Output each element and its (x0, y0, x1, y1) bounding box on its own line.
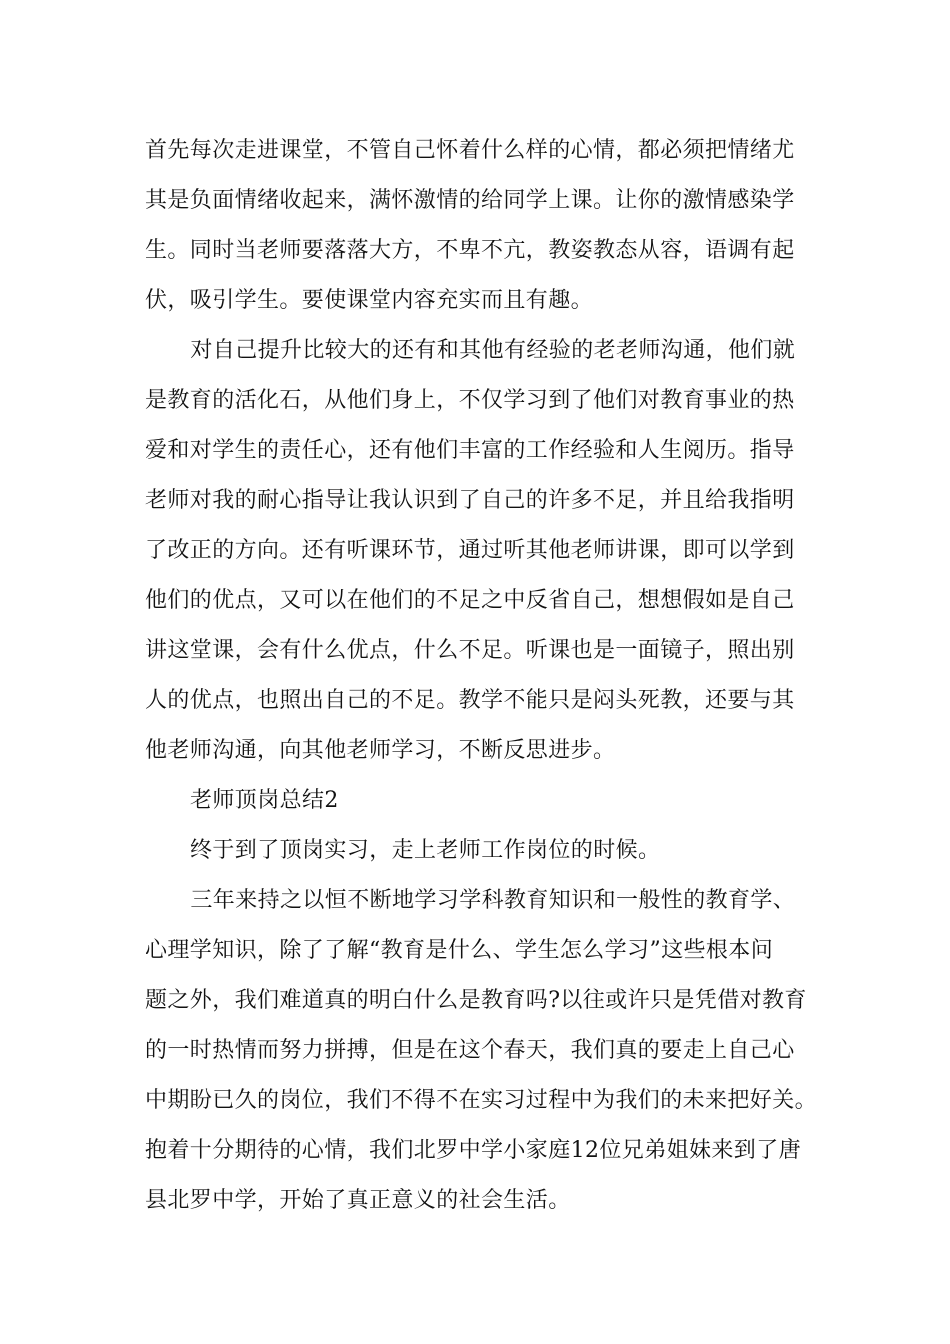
paragraph-line: 终于到了顶岗实习，走上老师工作岗位的时候。 (190, 838, 661, 863)
paragraph-line: 其是负面情绪收起来，满怀激情的给同学上课。让你的激情感染学 (145, 188, 795, 213)
paragraph-line: 老师对我的耐心指导让我认识到了自己的许多不足，并且给我指明 (145, 488, 795, 513)
paragraph-line: 讲这堂课，会有什么优点，什么不足。听课也是一面镜子，照出别 (145, 638, 795, 663)
paragraph-line: 是教育的活化石，从他们身上，不仅学习到了他们对教育事业的热 (145, 388, 795, 413)
paragraph-line: 三年来持之以恒不断地学习学科教育知识和一般性的教育学、 (168, 888, 796, 913)
paragraph-line: 人的优点，也照出自己的不足。教学不能只是闷头死教，还要与其 (145, 688, 795, 713)
paragraph-line: 爱和对学生的责任心，还有他们丰富的工作经验和人生阅历。指导 (145, 438, 795, 463)
paragraph-line: 抱着十分期待的心情，我们北罗中学小家庭12位兄弟姐妹来到了唐 (145, 1138, 801, 1163)
paragraph-line: 首先每次走进课堂，不管自己怀着什么样的心情，都必须把情绪尤 (145, 138, 795, 163)
paragraph-line: 县北罗中学，开始了真正意义的社会生活。 (145, 1188, 571, 1213)
paragraph-line: 他们的优点，又可以在他们的不足之中反省自己，想想假如是自己 (145, 588, 795, 613)
paragraph-line: 伏，吸引学生。要使课堂内容充实而且有趣。 (145, 288, 594, 313)
paragraph-line: 中期盼已久的岗位，我们不得不在实习过程中为我们的未来把好关。 (145, 1088, 818, 1113)
paragraph-line: 心理学知识，除了了解“教育是什么、学生怎么学习”这些根本问 (145, 938, 774, 963)
paragraph-line: 了改正的方向。还有听课环节，通过听其他老师讲课，即可以学到 (145, 538, 795, 563)
paragraph-line: 对自己提升比较大的还有和其他有经验的老老师沟通，他们就 (168, 338, 796, 363)
paragraph-line: 生。同时当老师要落落大方，不卑不亢，教姿教态从容，语调有起 (145, 238, 795, 263)
paragraph-line: 他老师沟通，向其他老师学习，不断反思进步。 (145, 738, 616, 763)
section-heading: 老师顶岗总结2 (190, 788, 339, 813)
paragraph-line: 题之外，我们难道真的明白什么是教育吗?以往或许只是凭借对教育 (145, 988, 807, 1013)
paragraph-line: 的一时热情而努力拼搏，但是在这个春天，我们真的要走上自己心 (145, 1038, 795, 1063)
